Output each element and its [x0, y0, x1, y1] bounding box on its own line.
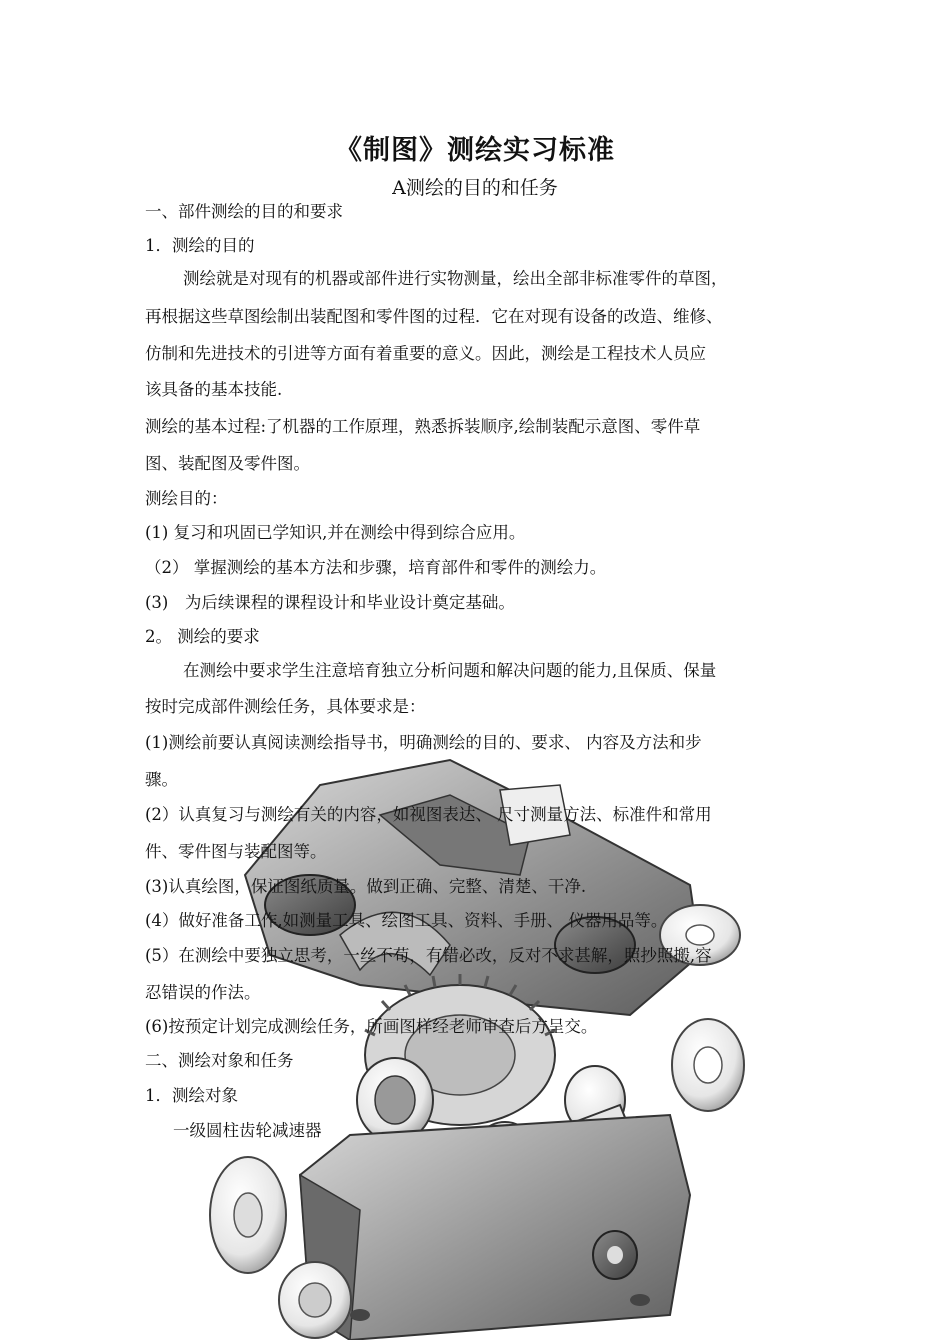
list-item: （2） 掌握测绘的基本方法和步骤，培育部件和零件的测绘力。 — [145, 558, 607, 577]
list-item: (2）认真复习与测绘有关的内容，如视图表达、 尺寸测量方法、标准件和常用 — [145, 805, 712, 824]
list-item: (1)测绘前要认真阅读测绘指导书，明确测绘的目的、要求、 内容及方法和步 — [145, 733, 702, 752]
paragraph-line: 测绘就是对现有的机器或部件进行实物测量，绘出全部非标准零件的草图， — [183, 269, 728, 288]
object-name: 一级圆柱齿轮减速器 — [173, 1121, 322, 1140]
paragraph-line: 图、装配图及零件图。 — [145, 454, 310, 473]
list-item: (3)认真绘图，保证图纸质量。做到正确、完整、清楚、干净. — [145, 877, 587, 896]
paragraph-line: 测绘的基本过程:了机器的工作原理，熟悉拆装顺序,绘制装配示意图、零件草 — [145, 417, 701, 436]
list-item: (4）做好准备工作,如测量工具、绘图工具、资料、手册、 仪器用品等。 — [145, 911, 668, 930]
list-item: (5）在测绘中要独立思考，一丝不苟，有错必改，反对不求甚解，照抄照搬,容 — [145, 946, 712, 965]
page-title: 《制图》测绘实习标准 — [335, 135, 615, 166]
section-subtitle: A测绘的目的和任务 — [392, 177, 558, 199]
paragraph-line: 该具备的基本技能. — [145, 380, 283, 399]
heading-requirements: 2。 测绘的要求 — [145, 627, 260, 646]
paragraph-line: 仿制和先进技术的引进等方面有着重要的意义。因此，测绘是工程技术人员应 — [145, 344, 706, 363]
list-item: (6)按预定计划完成测绘任务，所画图样经老师审查后方呈交。 — [145, 1017, 598, 1036]
list-heading: 测绘目的： — [145, 489, 228, 508]
paragraph-line: 在测绘中要求学生注意培育独立分析问题和解决问题的能力,且保质、保量 — [183, 661, 717, 680]
list-item: (3) 为后续课程的课程设计和毕业设计奠定基础。 — [145, 593, 515, 612]
list-item: 骤。 — [145, 770, 178, 789]
paragraph-line: 按时完成部件测绘任务，具体要求是： — [145, 697, 426, 716]
paragraph-line: 再根据这些草图绘制出装配图和零件图的过程．它在对现有设备的改造、维修、 — [145, 307, 723, 326]
heading-part-one: 一、部件测绘的目的和要求 — [145, 202, 343, 221]
heading-purpose: 1．测绘的目的 — [145, 236, 255, 255]
list-item: (1) 复习和巩固已学知识,并在测绘中得到综合应用。 — [145, 523, 526, 542]
heading-part-two: 二、测绘对象和任务 — [145, 1051, 294, 1070]
list-item: 件、零件图与装配图等。 — [145, 842, 327, 861]
heading-object: 1．测绘对象 — [145, 1086, 238, 1105]
list-item: 忍错误的作法。 — [145, 983, 261, 1002]
